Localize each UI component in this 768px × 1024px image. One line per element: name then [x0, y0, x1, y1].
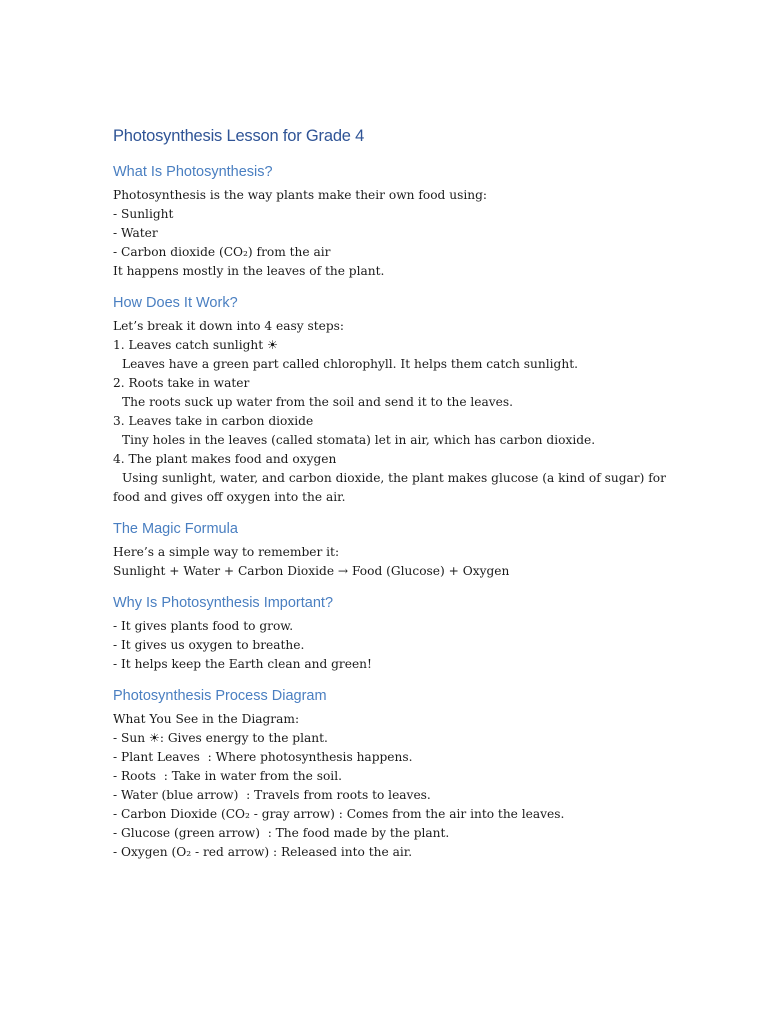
step-description: Leaves have a green part called chlorophyll. It helps them catch sunlight.: [122, 357, 578, 371]
list-item: - It gives us oxygen to breathe.: [113, 638, 305, 652]
section-why-important: [113, 593, 673, 674]
list-item: - Sun ☀: Gives energy to the plant.: [113, 731, 328, 745]
list-item: - Roots : Take in water from the soil.: [113, 769, 342, 783]
step-description: The roots suck up water from the soil and send it to the leaves.: [122, 395, 514, 409]
section-magic-formula: [113, 519, 673, 581]
paragraph-line: What You See in the Diagram:: [113, 712, 300, 726]
list-item: - It helps keep the Earth clean and green!: [113, 657, 372, 671]
document-page: [113, 124, 673, 874]
step-description: Using sunlight, water, and carbon dioxide, the plant makes glucose (a kind of sugar) for: [122, 471, 666, 485]
document-title: Photosynthesis Lesson for Grade 4: [113, 127, 365, 145]
section-heading: The Magic Formula: [113, 521, 238, 537]
step-title: 2. Roots take in water: [113, 376, 250, 390]
step-title: 1. Leaves catch sunlight ☀: [113, 338, 278, 352]
paragraph-line: It happens mostly in the leaves of the plant.: [113, 264, 385, 278]
list-item: - It gives plants food to grow.: [113, 619, 294, 633]
step-title: 4. The plant makes food and oxygen: [113, 452, 337, 466]
paragraph-line: Let’s break it down into 4 easy steps:: [113, 319, 345, 333]
formula-line: Sunlight + Water + Carbon Dioxide → Food (Glucose) + Oxygen: [113, 564, 510, 578]
section-heading: Why Is Photosynthesis Important?: [113, 595, 334, 611]
list-item: - Plant Leaves : Where photosynthesis happens.: [113, 750, 413, 764]
section-process-diagram: [113, 686, 673, 862]
section-heading: How Does It Work?: [113, 295, 238, 311]
paragraph-line: Photosynthesis is the way plants make their own food using:: [113, 188, 487, 202]
list-item: - Glucose (green arrow) : The food made by the plant.: [113, 826, 450, 840]
list-item: - Carbon Dioxide (CO₂ - gray arrow) : Comes from the air into the leaves.: [113, 807, 565, 821]
step-description: Tiny holes in the leaves (called stomata) let in air, which has carbon dioxide.: [122, 433, 596, 447]
list-item: - Oxygen (O₂ - red arrow) : Released into the air.: [113, 845, 413, 859]
paragraph-line: Here’s a simple way to remember it:: [113, 545, 340, 559]
list-item: - Water (blue arrow) : Travels from roots to leaves.: [113, 788, 431, 802]
step-title: 3. Leaves take in carbon dioxide: [113, 414, 314, 428]
list-item: - Carbon dioxide (CO₂) from the air: [113, 245, 331, 259]
section-how-does-it-work: [113, 293, 673, 507]
step-description-continued: food and gives off oxygen into the air.: [113, 490, 346, 504]
list-item: - Water: [113, 226, 158, 240]
section-heading: What Is Photosynthesis?: [113, 164, 273, 180]
section-heading: Photosynthesis Process Diagram: [113, 688, 327, 704]
list-item: - Sunlight: [113, 207, 174, 221]
section-what-is-photosynthesis: [113, 162, 673, 281]
